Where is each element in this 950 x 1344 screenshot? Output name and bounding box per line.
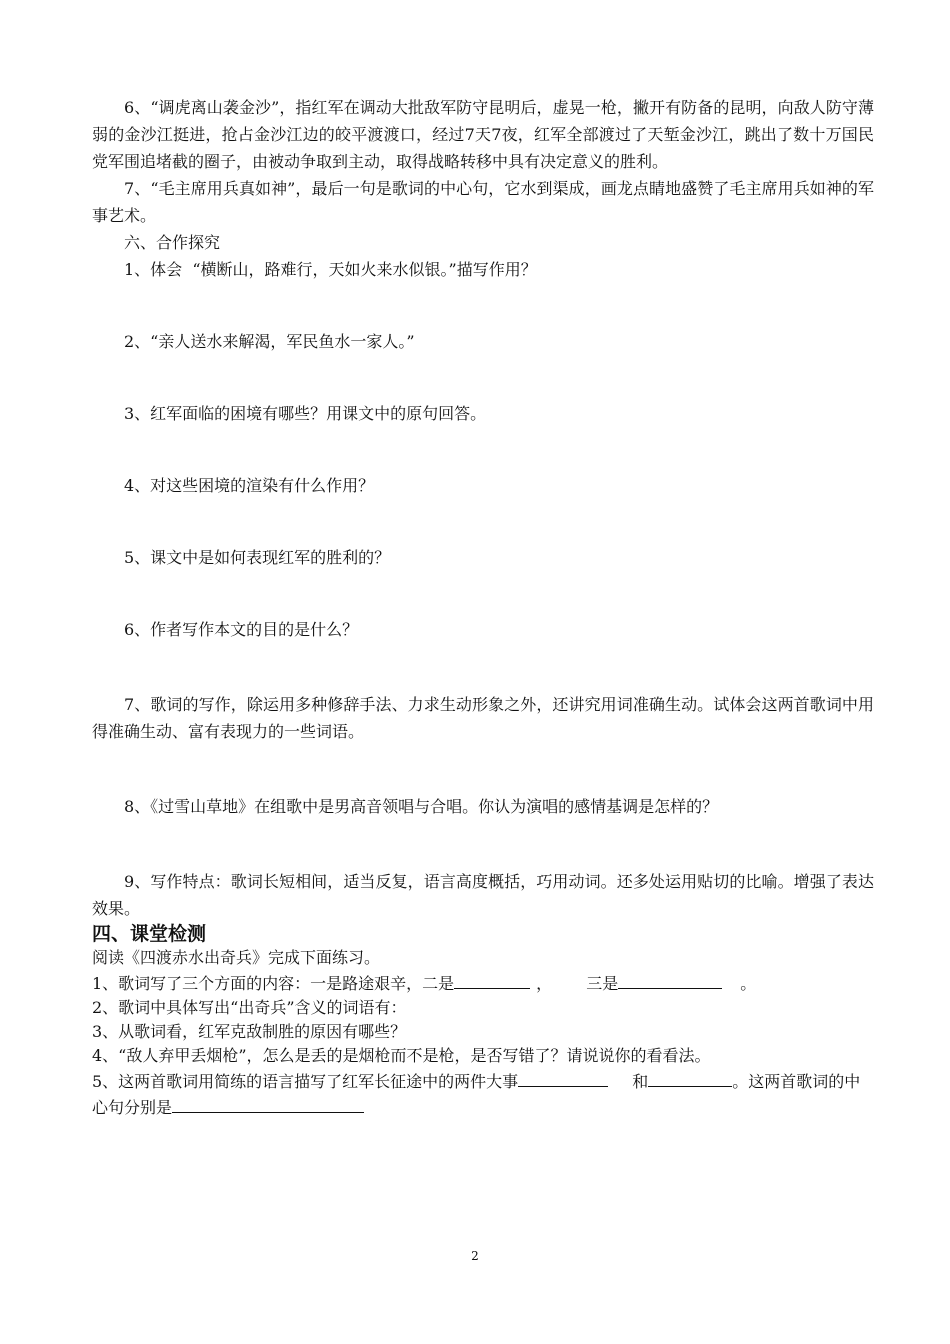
question-7: 7、歌词的写作，除运用多种修辞手法、力求生动形象之外，还讲究用词准确生动。试体会这两首歌词中用得准确生动、富有表现力的一些词语。 (92, 695, 874, 741)
answer-blank[interactable] (172, 1094, 364, 1113)
exercise-3: 3、从歌词看，红军克敌制胜的原因有哪些？ (92, 1022, 407, 1041)
exercise-5: 5、这两首歌词用简练的语言描写了红军长征途中的两件大事 和 。这两首歌词的中心句分别是 (92, 1068, 874, 1120)
answer-blank[interactable] (518, 1068, 608, 1087)
question-9: 9、写作特点：歌词长短相间，适当反复，语言高度概括，巧用动词。还多处运用贴切的比喻。增强了表达效果。 (92, 872, 874, 918)
question-8: 8、《过雪山草地》在组歌中是男高音领唱与合唱。你认为演唱的感情基调是怎样的？ (124, 797, 719, 816)
question-2: 2、“亲人送水来解渴，军民鱼水一家人。” (124, 332, 415, 351)
note-6: 6、“调虎离山袭金沙”，指红军在调动大批敌军防守昆明后，虚晃一枪，撇开有防备的昆明，向敌人防守薄弱的金沙江挺进，抢占金沙江边的皎平渡渡口，经过7天7夜，红军全部渡过了天堑金沙江，跳出了数十万国民党军围追堵截的圈子，由被动争取到主动，取得战略转移中具有决定意义的胜利。 (92, 98, 874, 171)
check-intro: 阅读《四渡赤水出奇兵》完成下面练习。 (92, 948, 381, 967)
document-page (92, 94, 874, 1120)
question-6: 6、作者写作本文的目的是什么？ (124, 620, 359, 639)
question-5: 5、课文中是如何表现红军的胜利的？ (124, 548, 391, 567)
section-title-inquiry: 六、合作探究 (124, 233, 221, 252)
exercise-2: 2、歌词中具体写出“出奇兵”含义的词语有： (92, 998, 407, 1017)
note-7: 7、“毛主席用兵真如神”，最后一句是歌词的中心句，它水到渠成，画龙点睛地盛赞了毛主席用兵如神的军事艺术。 (92, 179, 874, 225)
exercise-4: 4、“敌人弃甲丢烟枪”，怎么是丢的是烟枪而不是枪，是否写错了？请说说你的看看法。 (92, 1046, 711, 1065)
answer-blank[interactable] (618, 970, 722, 989)
question-1: 1、体会 “横断山，路难行，天如火来水似银。”描写作用？ (124, 260, 537, 279)
page-number: 2 (471, 1249, 479, 1263)
exercise-1: 1、歌词写了三个方面的内容：一是路途艰辛，二是 ， 三是 。 (92, 970, 874, 996)
question-4: 4、对这些困境的渲染有什么作用？ (124, 476, 375, 495)
section-heading-classroom-check: 四、课堂检测 (92, 923, 207, 945)
answer-blank[interactable] (454, 970, 530, 989)
answer-blank[interactable] (648, 1068, 732, 1087)
question-3: 3、红军面临的困境有哪些？用课文中的原句回答。 (124, 404, 487, 423)
